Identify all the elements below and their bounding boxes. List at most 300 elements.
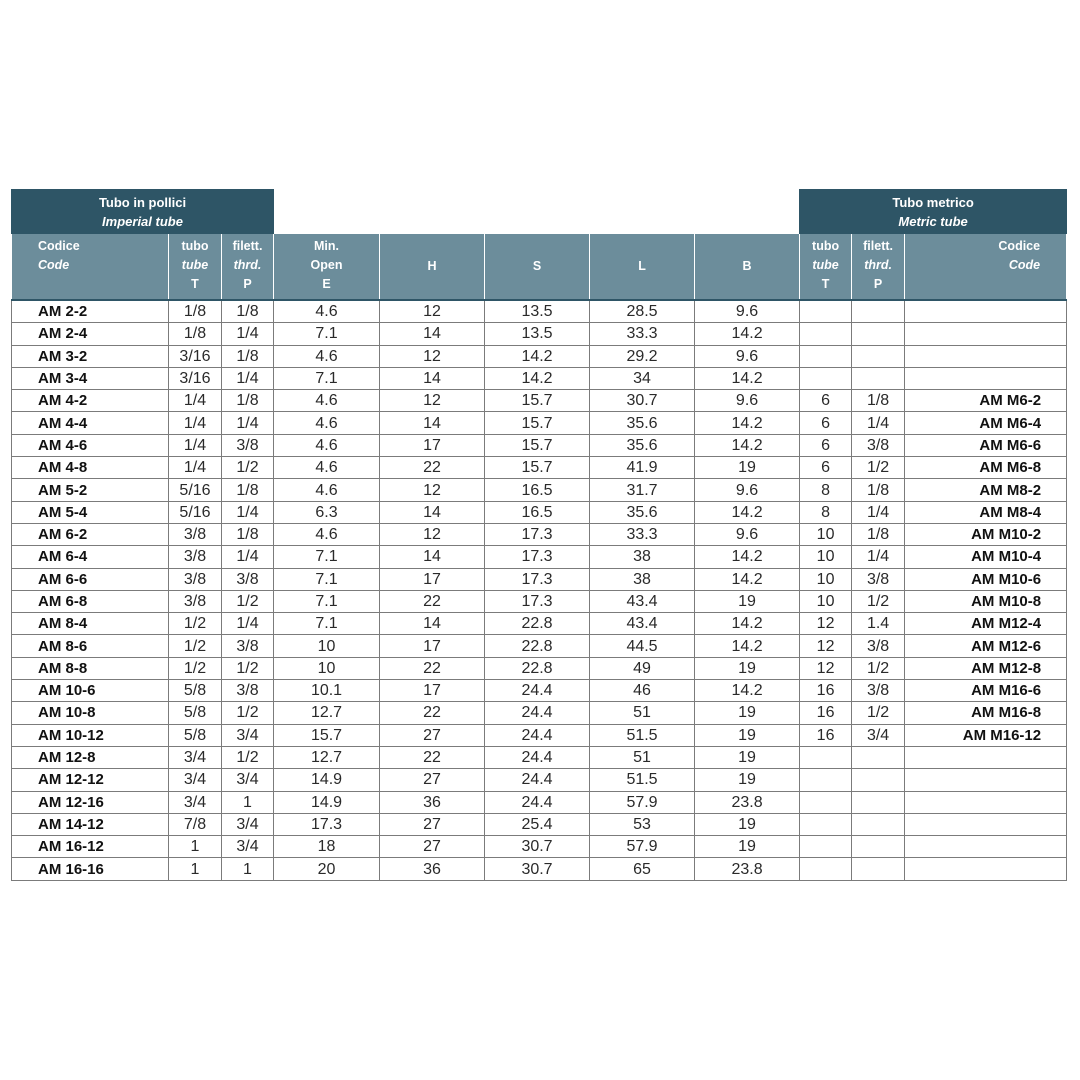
cell-h: 14 bbox=[380, 412, 485, 434]
cell-l: 53 bbox=[590, 813, 695, 835]
cell-thread: 3/4 bbox=[222, 769, 274, 791]
col-header-b: B bbox=[695, 234, 800, 301]
cell-l: 30.7 bbox=[590, 390, 695, 412]
cell-metric-tube: 8 bbox=[800, 501, 852, 523]
cell-metric-code bbox=[905, 323, 1067, 345]
col-header-metric-code-en: Code bbox=[1008, 258, 1041, 272]
cell-code: AM 8-8 bbox=[12, 657, 169, 679]
cell-s: 14.2 bbox=[485, 345, 590, 367]
cell-min-open: 14.9 bbox=[274, 769, 380, 791]
cell-metric-code bbox=[905, 813, 1067, 835]
cell-s: 17.3 bbox=[485, 546, 590, 568]
cell-s: 24.4 bbox=[485, 680, 590, 702]
cell-code: AM 10-12 bbox=[12, 724, 169, 746]
cell-metric-code: AM M16-8 bbox=[905, 702, 1067, 724]
cell-code: AM 12-16 bbox=[12, 791, 169, 813]
column-header-row bbox=[12, 234, 1067, 301]
cell-b: 23.8 bbox=[695, 858, 800, 880]
cell-code: AM 12-12 bbox=[12, 769, 169, 791]
cell-code: AM 5-2 bbox=[12, 479, 169, 501]
cell-code: AM 12-8 bbox=[12, 746, 169, 768]
metric-group-subtitle: Metric tube bbox=[898, 213, 968, 229]
cell-metric-tube bbox=[800, 300, 852, 323]
table-row bbox=[12, 546, 1067, 568]
cell-l: 41.9 bbox=[590, 457, 695, 479]
cell-thread: 3/8 bbox=[222, 635, 274, 657]
cell-s: 24.4 bbox=[485, 702, 590, 724]
cell-metric-code bbox=[905, 769, 1067, 791]
cell-b: 19 bbox=[695, 724, 800, 746]
cell-metric-tube bbox=[800, 836, 852, 858]
cell-h: 27 bbox=[380, 769, 485, 791]
cell-l: 51 bbox=[590, 746, 695, 768]
cell-min-open: 4.6 bbox=[274, 479, 380, 501]
col-header-thread bbox=[222, 234, 274, 301]
cell-thread: 1/4 bbox=[222, 323, 274, 345]
cell-metric-thread bbox=[852, 345, 905, 367]
cell-b: 14.2 bbox=[695, 367, 800, 389]
cell-min-open: 4.6 bbox=[274, 523, 380, 545]
cell-tube: 1/8 bbox=[169, 300, 222, 323]
cell-b: 14.2 bbox=[695, 613, 800, 635]
cell-tube: 1/4 bbox=[169, 457, 222, 479]
cell-thread: 1/4 bbox=[222, 546, 274, 568]
cell-metric-code bbox=[905, 858, 1067, 880]
cell-b: 19 bbox=[695, 813, 800, 835]
cell-metric-code: AM M10-4 bbox=[905, 546, 1067, 568]
cell-min-open: 4.6 bbox=[274, 412, 380, 434]
cell-min-open: 4.6 bbox=[274, 300, 380, 323]
cell-h: 27 bbox=[380, 724, 485, 746]
table-row bbox=[12, 568, 1067, 590]
cell-tube: 3/8 bbox=[169, 590, 222, 612]
cell-metric-code: AM M12-6 bbox=[905, 635, 1067, 657]
cell-code: AM 16-12 bbox=[12, 836, 169, 858]
cell-min-open: 7.1 bbox=[274, 590, 380, 612]
cell-metric-thread: 1/2 bbox=[852, 457, 905, 479]
cell-metric-code: AM M12-8 bbox=[905, 657, 1067, 679]
cell-metric-tube: 8 bbox=[800, 479, 852, 501]
cell-code: AM 4-4 bbox=[12, 412, 169, 434]
cell-metric-thread bbox=[852, 300, 905, 323]
cell-s: 22.8 bbox=[485, 635, 590, 657]
cell-tube: 3/16 bbox=[169, 345, 222, 367]
table-row bbox=[12, 479, 1067, 501]
cell-min-open: 20 bbox=[274, 858, 380, 880]
cell-code: AM 6-2 bbox=[12, 523, 169, 545]
cell-metric-thread bbox=[852, 746, 905, 768]
cell-tube: 3/8 bbox=[169, 523, 222, 545]
table-row bbox=[12, 457, 1067, 479]
cell-min-open: 15.7 bbox=[274, 724, 380, 746]
cell-metric-thread: 3/8 bbox=[852, 680, 905, 702]
cell-l: 51 bbox=[590, 702, 695, 724]
cell-h: 22 bbox=[380, 702, 485, 724]
table-row bbox=[12, 412, 1067, 434]
cell-s: 25.4 bbox=[485, 813, 590, 835]
cell-code: AM 10-8 bbox=[12, 702, 169, 724]
table-row bbox=[12, 702, 1067, 724]
cell-metric-tube bbox=[800, 746, 852, 768]
cell-thread: 1/2 bbox=[222, 590, 274, 612]
cell-metric-code: AM M12-4 bbox=[905, 613, 1067, 635]
cell-b: 14.2 bbox=[695, 501, 800, 523]
cell-metric-thread: 1/4 bbox=[852, 412, 905, 434]
cell-tube: 3/4 bbox=[169, 746, 222, 768]
cell-metric-thread bbox=[852, 791, 905, 813]
cell-metric-tube: 10 bbox=[800, 546, 852, 568]
table-row bbox=[12, 680, 1067, 702]
cell-h: 12 bbox=[380, 523, 485, 545]
cell-h: 22 bbox=[380, 590, 485, 612]
cell-b: 14.2 bbox=[695, 568, 800, 590]
cell-l: 57.9 bbox=[590, 836, 695, 858]
cell-s: 30.7 bbox=[485, 858, 590, 880]
cell-b: 19 bbox=[695, 702, 800, 724]
cell-metric-tube bbox=[800, 858, 852, 880]
cell-metric-tube: 16 bbox=[800, 680, 852, 702]
cell-s: 24.4 bbox=[485, 746, 590, 768]
col-header-metric-tube-it: tubo bbox=[812, 239, 840, 253]
cell-min-open: 12.7 bbox=[274, 746, 380, 768]
cell-thread: 3/8 bbox=[222, 680, 274, 702]
cell-b: 19 bbox=[695, 836, 800, 858]
metric-tube-group-header bbox=[800, 190, 1067, 234]
cell-h: 12 bbox=[380, 300, 485, 323]
cell-code: AM 4-6 bbox=[12, 434, 169, 456]
cell-metric-tube bbox=[800, 367, 852, 389]
cell-s: 16.5 bbox=[485, 479, 590, 501]
cell-h: 27 bbox=[380, 813, 485, 835]
cell-thread: 3/4 bbox=[222, 813, 274, 835]
cell-metric-thread: 3/8 bbox=[852, 568, 905, 590]
cell-metric-thread bbox=[852, 813, 905, 835]
cell-h: 17 bbox=[380, 568, 485, 590]
cell-tube: 5/8 bbox=[169, 702, 222, 724]
cell-l: 34 bbox=[590, 367, 695, 389]
cell-tube: 1/4 bbox=[169, 390, 222, 412]
cell-l: 28.5 bbox=[590, 300, 695, 323]
cell-s: 15.7 bbox=[485, 457, 590, 479]
cell-thread: 1/8 bbox=[222, 479, 274, 501]
cell-s: 17.3 bbox=[485, 568, 590, 590]
col-header-metric-code bbox=[905, 234, 1067, 301]
cell-tube: 1/2 bbox=[169, 657, 222, 679]
cell-metric-tube bbox=[800, 345, 852, 367]
col-header-l: L bbox=[590, 234, 695, 301]
cell-s: 16.5 bbox=[485, 501, 590, 523]
cell-metric-thread: 1/2 bbox=[852, 590, 905, 612]
cell-l: 38 bbox=[590, 546, 695, 568]
table-row bbox=[12, 746, 1067, 768]
cell-h: 14 bbox=[380, 323, 485, 345]
table-row bbox=[12, 613, 1067, 635]
cell-s: 15.7 bbox=[485, 412, 590, 434]
cell-l: 57.9 bbox=[590, 791, 695, 813]
col-header-metric-thread-en: thrd. bbox=[864, 258, 892, 272]
cell-tube: 3/4 bbox=[169, 791, 222, 813]
cell-metric-tube bbox=[800, 813, 852, 835]
cell-s: 15.7 bbox=[485, 434, 590, 456]
cell-b: 19 bbox=[695, 457, 800, 479]
cell-metric-code bbox=[905, 367, 1067, 389]
cell-min-open: 7.1 bbox=[274, 568, 380, 590]
cell-s: 24.4 bbox=[485, 724, 590, 746]
cell-s: 13.5 bbox=[485, 323, 590, 345]
metric-group-title: Tubo metrico bbox=[892, 194, 974, 210]
cell-code: AM 8-4 bbox=[12, 613, 169, 635]
table-row bbox=[12, 501, 1067, 523]
cell-s: 15.7 bbox=[485, 390, 590, 412]
cell-metric-code: AM M6-2 bbox=[905, 390, 1067, 412]
cell-l: 43.4 bbox=[590, 613, 695, 635]
col-header-code bbox=[12, 234, 169, 301]
cell-s: 17.3 bbox=[485, 523, 590, 545]
cell-thread: 3/8 bbox=[222, 434, 274, 456]
cell-metric-tube: 12 bbox=[800, 657, 852, 679]
cell-min-open: 6.3 bbox=[274, 501, 380, 523]
cell-h: 22 bbox=[380, 457, 485, 479]
cell-h: 27 bbox=[380, 836, 485, 858]
cell-b: 23.8 bbox=[695, 791, 800, 813]
imperial-tube-group-header bbox=[12, 190, 274, 234]
col-header-min-open-l2: Open bbox=[310, 257, 343, 272]
group-header-spacer bbox=[274, 190, 800, 234]
cell-l: 33.3 bbox=[590, 523, 695, 545]
cell-min-open: 7.1 bbox=[274, 613, 380, 635]
cell-b: 9.6 bbox=[695, 523, 800, 545]
cell-tube: 3/8 bbox=[169, 568, 222, 590]
cell-metric-thread: 1/8 bbox=[852, 479, 905, 501]
cell-thread: 1/8 bbox=[222, 345, 274, 367]
cell-h: 14 bbox=[380, 501, 485, 523]
col-header-tube-it: tubo bbox=[181, 239, 209, 253]
cell-thread: 1/2 bbox=[222, 457, 274, 479]
cell-metric-tube: 6 bbox=[800, 434, 852, 456]
cell-b: 14.2 bbox=[695, 434, 800, 456]
table-row bbox=[12, 523, 1067, 545]
cell-code: AM 2-2 bbox=[12, 300, 169, 323]
cell-code: AM 14-12 bbox=[12, 813, 169, 835]
cell-metric-tube: 12 bbox=[800, 613, 852, 635]
col-header-metric-tube-sym: T bbox=[821, 277, 830, 291]
table-row bbox=[12, 836, 1067, 858]
cell-min-open: 7.1 bbox=[274, 546, 380, 568]
cell-metric-thread bbox=[852, 769, 905, 791]
cell-metric-thread: 1/2 bbox=[852, 702, 905, 724]
group-header-row bbox=[12, 190, 1067, 234]
cell-h: 22 bbox=[380, 746, 485, 768]
cell-metric-tube: 6 bbox=[800, 412, 852, 434]
cell-metric-thread: 1.4 bbox=[852, 613, 905, 635]
col-header-thread-en: thrd. bbox=[233, 258, 262, 272]
cell-code: AM 3-2 bbox=[12, 345, 169, 367]
cell-min-open: 7.1 bbox=[274, 367, 380, 389]
col-header-metric-thread-sym: P bbox=[873, 277, 883, 291]
table-row bbox=[12, 323, 1067, 345]
cell-h: 17 bbox=[380, 635, 485, 657]
cell-metric-thread: 1/2 bbox=[852, 657, 905, 679]
cell-code: AM 6-8 bbox=[12, 590, 169, 612]
cell-tube: 1 bbox=[169, 836, 222, 858]
cell-metric-tube: 10 bbox=[800, 590, 852, 612]
cell-thread: 1/4 bbox=[222, 367, 274, 389]
cell-tube: 3/16 bbox=[169, 367, 222, 389]
cell-thread: 1/8 bbox=[222, 300, 274, 323]
cell-b: 14.2 bbox=[695, 546, 800, 568]
cell-thread: 1/4 bbox=[222, 412, 274, 434]
cell-metric-tube bbox=[800, 769, 852, 791]
cell-metric-code bbox=[905, 746, 1067, 768]
imperial-group-title: Tubo in pollici bbox=[98, 194, 187, 210]
cell-metric-thread: 1/4 bbox=[852, 546, 905, 568]
cell-metric-code: AM M10-6 bbox=[905, 568, 1067, 590]
cell-code: AM 4-8 bbox=[12, 457, 169, 479]
cell-tube: 1/4 bbox=[169, 434, 222, 456]
cell-metric-code: AM M10-8 bbox=[905, 590, 1067, 612]
cell-thread: 1/2 bbox=[222, 746, 274, 768]
cell-metric-thread bbox=[852, 367, 905, 389]
cell-thread: 1/4 bbox=[222, 613, 274, 635]
cell-l: 44.5 bbox=[590, 635, 695, 657]
table-row bbox=[12, 724, 1067, 746]
cell-code: AM 16-16 bbox=[12, 858, 169, 880]
cell-metric-code bbox=[905, 345, 1067, 367]
table-row bbox=[12, 813, 1067, 835]
cell-metric-code: AM M8-2 bbox=[905, 479, 1067, 501]
cell-metric-thread bbox=[852, 858, 905, 880]
table-row bbox=[12, 300, 1067, 323]
col-header-tube bbox=[169, 234, 222, 301]
cell-thread: 1 bbox=[222, 858, 274, 880]
cell-min-open: 18 bbox=[274, 836, 380, 858]
cell-s: 30.7 bbox=[485, 836, 590, 858]
col-header-thread-sym: P bbox=[243, 277, 252, 291]
table-row bbox=[12, 434, 1067, 456]
cell-l: 43.4 bbox=[590, 590, 695, 612]
cell-metric-tube: 16 bbox=[800, 702, 852, 724]
cell-tube: 1/4 bbox=[169, 412, 222, 434]
cell-s: 24.4 bbox=[485, 769, 590, 791]
cell-metric-tube: 10 bbox=[800, 523, 852, 545]
cell-metric-tube: 16 bbox=[800, 724, 852, 746]
table-body bbox=[12, 300, 1067, 880]
cell-tube: 1/2 bbox=[169, 613, 222, 635]
cell-thread: 1/2 bbox=[222, 702, 274, 724]
cell-metric-code bbox=[905, 791, 1067, 813]
cell-h: 36 bbox=[380, 791, 485, 813]
cell-b: 14.2 bbox=[695, 680, 800, 702]
cell-metric-tube bbox=[800, 323, 852, 345]
col-header-metric-thread-it: filett. bbox=[863, 239, 893, 253]
cell-tube: 7/8 bbox=[169, 813, 222, 835]
cell-tube: 5/8 bbox=[169, 680, 222, 702]
cell-metric-code: AM M6-6 bbox=[905, 434, 1067, 456]
cell-metric-thread: 3/4 bbox=[852, 724, 905, 746]
cell-min-open: 4.6 bbox=[274, 390, 380, 412]
col-header-min-open-l1: Min. bbox=[314, 238, 340, 253]
cell-metric-code: AM M16-12 bbox=[905, 724, 1067, 746]
col-header-h: H bbox=[380, 234, 485, 301]
table-row bbox=[12, 345, 1067, 367]
cell-metric-tube: 12 bbox=[800, 635, 852, 657]
cell-metric-code: AM M6-4 bbox=[905, 412, 1067, 434]
cell-h: 22 bbox=[380, 657, 485, 679]
col-header-metric-tube-en: tube bbox=[812, 258, 839, 272]
cell-metric-tube: 6 bbox=[800, 390, 852, 412]
cell-b: 14.2 bbox=[695, 412, 800, 434]
cell-metric-thread: 3/8 bbox=[852, 434, 905, 456]
cell-s: 24.4 bbox=[485, 791, 590, 813]
cell-min-open: 10 bbox=[274, 635, 380, 657]
cell-min-open: 17.3 bbox=[274, 813, 380, 835]
cell-s: 22.8 bbox=[485, 657, 590, 679]
cell-b: 19 bbox=[695, 657, 800, 679]
cell-s: 14.2 bbox=[485, 367, 590, 389]
cell-s: 22.8 bbox=[485, 613, 590, 635]
cell-thread: 3/4 bbox=[222, 836, 274, 858]
cell-metric-code bbox=[905, 300, 1067, 323]
cell-thread: 1 bbox=[222, 791, 274, 813]
cell-h: 14 bbox=[380, 546, 485, 568]
cell-l: 49 bbox=[590, 657, 695, 679]
cell-metric-code: AM M10-2 bbox=[905, 523, 1067, 545]
cell-b: 19 bbox=[695, 769, 800, 791]
col-header-thread-it: filett. bbox=[232, 239, 263, 253]
cell-b: 9.6 bbox=[695, 390, 800, 412]
col-header-code-it: Codice bbox=[38, 239, 80, 253]
cell-tube: 5/16 bbox=[169, 479, 222, 501]
col-header-metric-code-it: Codice bbox=[998, 239, 1041, 253]
cell-metric-tube: 10 bbox=[800, 568, 852, 590]
cell-min-open: 14.9 bbox=[274, 791, 380, 813]
col-header-code-en: Code bbox=[38, 258, 70, 272]
col-header-metric-tube bbox=[800, 234, 852, 301]
cell-code: AM 10-6 bbox=[12, 680, 169, 702]
cell-min-open: 4.6 bbox=[274, 434, 380, 456]
cell-thread: 1/2 bbox=[222, 657, 274, 679]
col-header-s: S bbox=[485, 234, 590, 301]
cell-tube: 3/8 bbox=[169, 546, 222, 568]
cell-code: AM 6-6 bbox=[12, 568, 169, 590]
cell-h: 36 bbox=[380, 858, 485, 880]
cell-l: 51.5 bbox=[590, 769, 695, 791]
cell-metric-thread bbox=[852, 836, 905, 858]
cell-min-open: 12.7 bbox=[274, 702, 380, 724]
cell-metric-thread: 3/8 bbox=[852, 635, 905, 657]
cell-min-open: 10 bbox=[274, 657, 380, 679]
cell-h: 12 bbox=[380, 390, 485, 412]
cell-metric-code: AM M16-6 bbox=[905, 680, 1067, 702]
cell-min-open: 10.1 bbox=[274, 680, 380, 702]
table-row bbox=[12, 635, 1067, 657]
cell-l: 46 bbox=[590, 680, 695, 702]
cell-h: 17 bbox=[380, 680, 485, 702]
cell-code: AM 8-6 bbox=[12, 635, 169, 657]
cell-h: 12 bbox=[380, 345, 485, 367]
cell-h: 17 bbox=[380, 434, 485, 456]
table-row bbox=[12, 858, 1067, 880]
table-row bbox=[12, 791, 1067, 813]
cell-metric-tube: 6 bbox=[800, 457, 852, 479]
cell-l: 65 bbox=[590, 858, 695, 880]
cell-metric-code bbox=[905, 836, 1067, 858]
col-header-min-open bbox=[274, 234, 380, 301]
cell-s: 13.5 bbox=[485, 300, 590, 323]
cell-b: 9.6 bbox=[695, 479, 800, 501]
cell-metric-code: AM M6-8 bbox=[905, 457, 1067, 479]
cell-b: 9.6 bbox=[695, 300, 800, 323]
